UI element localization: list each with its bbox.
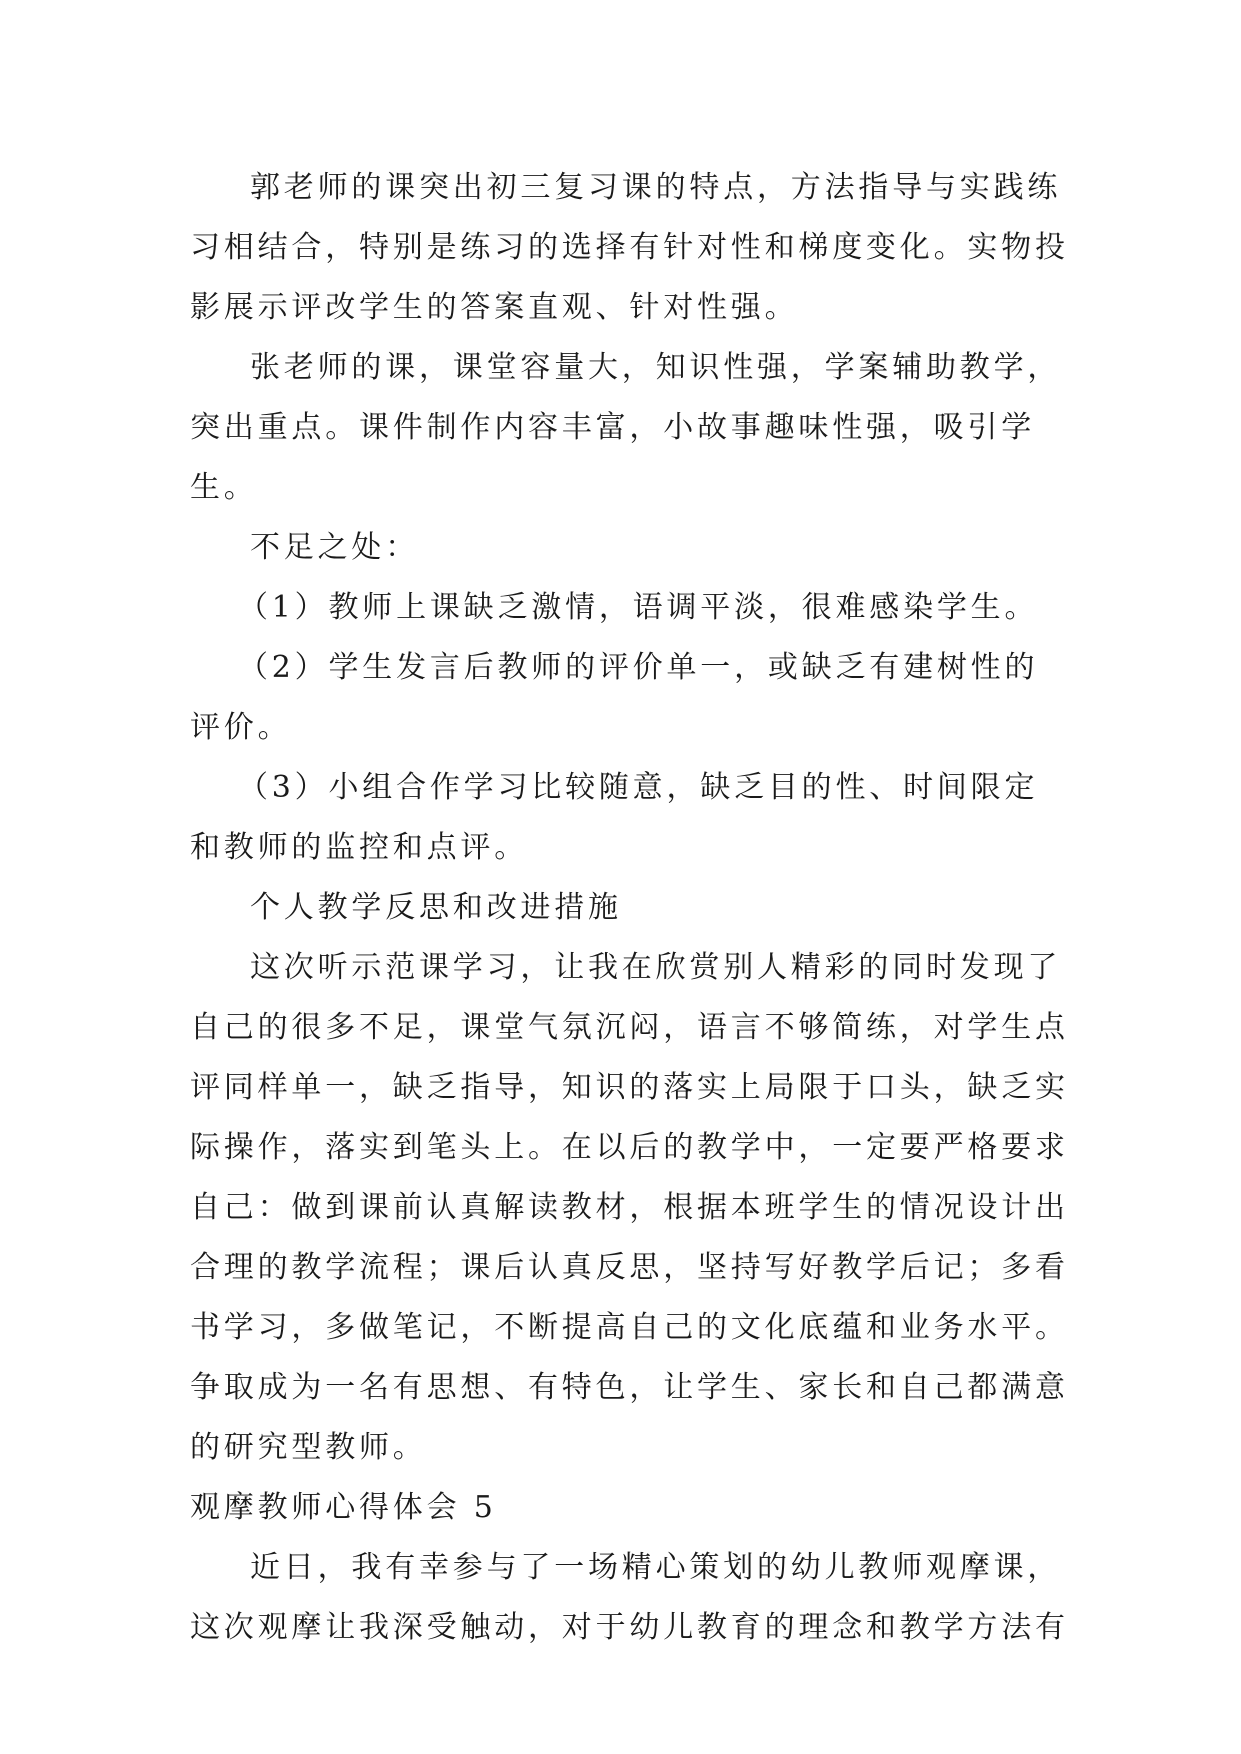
list-item-2: （2）学生发言后教师的评价单一，或缺乏有建树性的评价。 (190, 650, 1039, 745)
document-body (190, 158, 1070, 1658)
paragraph-guo-teacher: 郭老师的课突出初三复习课的特点，方法指导与实践练习相结合，特别是练习的选择有针对性和梯度变化。实物投影展示评改学生的答案直观、针对性强。 (190, 170, 1069, 325)
paragraph-zhang-teacher: 张老师的课，课堂容量大，知识性强，学案辅助教学，突出重点。课件制作内容丰富，小故事趣味性强，吸引学生。 (190, 350, 1062, 505)
section-heading-reflection: 个人教学反思和改进措施 (250, 890, 622, 925)
paragraph-observation: 近日，我有幸参与了一场精心策划的幼儿教师观摩课，这次观摩让我深受触动，对于幼儿教育的理念和教学方法有 (190, 1550, 1069, 1645)
list-item-3: （3）小组合作学习比较随意，缺乏目的性、时间限定和教师的监控和点评。 (190, 770, 1039, 865)
section-title-5: 观摩教师心得体会 5 (190, 1490, 497, 1525)
list-item-1: （1）教师上课缺乏激情，语调平淡，很难感染学生。 (238, 590, 1039, 625)
paragraph-shortcomings-heading: 不足之处： (250, 530, 419, 565)
paragraph-reflection: 这次听示范课学习，让我在欣赏别人精彩的同时发现了自己的很多不足，课堂气氛沉闷，语言不够简练，对学生点评同样单一，缺乏指导，知识的落实上局限于口头，缺乏实际操作，落实到笔头上。在以后的教学中，一定要严格要求自己：做到课前认真解读教材，根据本班学生的情况设计出合理的教学流程；课后认真反思，坚持写好教学后记；多看书学习，多做笔记，不断提高自己的文化底蕴和业务水平。争取成为一名有思想、有特色，让学生、家长和自己都满意的研究型教师。 (190, 950, 1069, 1465)
